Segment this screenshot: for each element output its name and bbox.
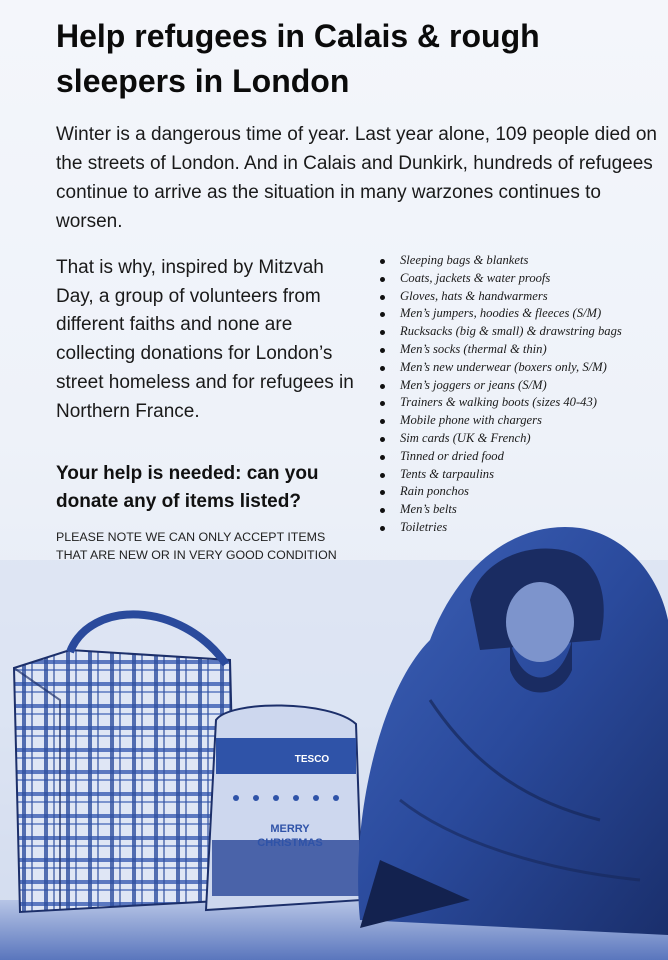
condition-note: PLEASE NOTE WE CAN ONLY ACCEPT ITEMS THAT ARE NEW OR IN VERY GOOD CONDITION: [56, 530, 337, 562]
list-item: Tinned or dried food: [376, 448, 666, 466]
plaid-bag: [14, 614, 236, 912]
list-item: Toiletries: [376, 519, 666, 537]
list-item: Men’s joggers or jeans (S/M): [376, 377, 666, 395]
list-item: Men’s belts: [376, 501, 666, 519]
donation-ask: Your help is needed: can you donate any of items listed?: [56, 463, 319, 512]
list-item: Men’s new underwear (boxers only, S/M): [376, 359, 666, 377]
mitzvah-day-paragraph: That is why, inspired by Mitzvah Day, a group of volunteers from different faiths and none are collecting donations for London’s street homeless and for refugees in Northern France.: [56, 257, 354, 422]
bag-brand-text: TESCO: [294, 754, 330, 765]
tesco-bag: [206, 705, 362, 910]
list-item: Men’s socks (thermal & thin): [376, 341, 666, 359]
list-item: Coats, jackets & water proofs: [376, 270, 666, 288]
list-item: Rain ponchos: [376, 483, 666, 501]
donation-items-list: [376, 252, 666, 537]
list-item: Tents & tarpaulins: [376, 466, 666, 484]
intro-paragraph: Winter is a dangerous time of year. Last year alone, 109 people died on the streets of London. And in Calais and Dunkirk, hundreds of refugees continue to arrive as the situation in many warzones continues to worsen.: [56, 124, 657, 232]
list-item: Men’s jumpers, hoodies & fleeces (S/M): [376, 305, 666, 323]
list-item: Sleeping bags & blankets: [376, 252, 666, 270]
list-item: Mobile phone with chargers: [376, 412, 666, 430]
list-item: Rucksacks (big & small) & drawstring bags: [376, 323, 666, 341]
list-item: Sim cards (UK & French): [376, 430, 666, 448]
bag-print-line1: MERRY: [270, 823, 310, 835]
poster-title: Help refugees in Calais & rough sleepers in London: [56, 18, 540, 99]
bag-print-line2: CHRISTMAS: [257, 837, 323, 849]
list-item: Trainers & walking boots (sizes 40-43): [376, 394, 666, 412]
list-item: Gloves, hats & handwarmers: [376, 288, 666, 306]
